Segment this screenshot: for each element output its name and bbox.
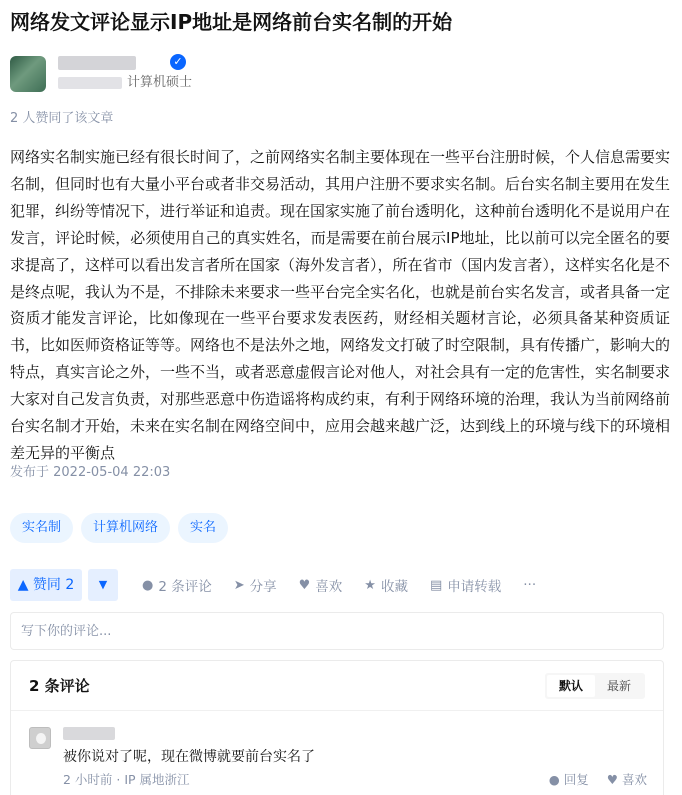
article-body [10,144,670,467]
share-button[interactable] [234,575,277,595]
comment-bubble-icon: ● [142,577,154,593]
reply-button[interactable] [549,771,589,789]
reply-bubble-icon: ● [548,772,560,787]
comment-item [11,721,663,795]
repost-button[interactable] [430,575,501,595]
article-paragraph: 网络实名制实施已经有很长时间了，之前网络实名制主要体现在一些平台注册时候，个人信息需要实名制，但同时也有大量小平台或者非交易活动，其用户注册不要求实名制。后台实名制主要用在发生犯罪，纠纷等情况下，进行举证和追责。现在国家实施了前台透明化，这种前台透明化不是说用户在发言，评论时候，必须使用自己的真实姓名，而是需要在前台展示IP地址，比以前可以完全匿名的要求提高了，这样可以看出发言者所在国家（海外发言者），所在省市（国内发言者），这样实名化是不是终点呢，我认为不是，不排除未来要求一些平台完全实名化，也就是前台实名发言，或者具备一定资质才能发言评论，比如像现在一些平台要求发表医药，财经相关题材言论，必须具备某种资质证书，比如医师资格证等等。网络也不是法外之地，网络发文打破了时空限制，具有传播广，影响大的特点，真实言论之外，一些不当，或者恶意虚假言论对他人，对社会具有一定的危害性，实名制要求大家对自己发言负责，对那些恶意中伤造谣将构成约束，有利于网络环境的治理，我认为当前网络前台实名制才开始，未来在实名制在网络空间中，应用会越来越广泛，达到线上的环境与线下的环境相差无异的平衡点 [10,148,671,462]
downvote-button[interactable] [88,569,118,601]
comments-button[interactable] [142,575,212,595]
tag-item[interactable]: 计算机网络 [81,513,170,543]
sort-toggle [545,673,645,699]
star-icon: ★ [364,577,376,593]
comment-like-button[interactable] [607,771,647,789]
comments-header [11,661,663,711]
article-title: 网络发文评论显示IP地址是网络前台实名制的开始 [10,10,453,34]
more-button[interactable] [523,577,536,593]
comment-text: 被你说对了呢，现在微博就要前台实名了 [63,749,315,765]
comments-count: 2 条评论 [29,677,90,695]
likes-summary[interactable]: 2 人赞同了该文章 [10,111,114,126]
commenter-name-blurred[interactable] [63,727,115,740]
repost-label: 申请转载 [447,579,502,595]
author-info [10,54,410,94]
like-button[interactable] [299,575,343,595]
document-icon: ▤ [429,577,443,593]
publish-time: 发布于 2022-05-04 22:03 [10,465,171,480]
comment-meta: 2 小时前 · IP 属地浙江 [63,772,190,787]
tag-item[interactable]: 实名 [178,513,228,543]
heart-icon: ♥ [606,772,618,787]
more-dots-icon: ··· [523,577,537,593]
avatar-figure [36,733,46,744]
topic-tags [10,513,228,543]
sort-default-button[interactable]: 默认 [547,675,595,697]
author-name-blurred[interactable] [58,56,136,70]
comment-input-box[interactable] [10,612,664,650]
comment-input[interactable] [11,613,663,649]
upvote-label: 赞同 2 [32,577,75,593]
comment-actions [549,771,647,789]
share-label: 分享 [249,579,277,595]
author-badge-blurred [58,77,122,89]
share-plane-icon: ➤ [233,577,245,593]
verified-badge-icon: ✓ [170,54,186,70]
collect-button[interactable] [364,575,408,595]
collect-label: 收藏 [380,579,408,595]
downvote-icon: ▼ [98,578,108,591]
comments-label: 2 条评论 [158,579,212,595]
like-label: 喜欢 [315,579,343,595]
comment-like-label: 喜欢 [621,772,647,787]
author-avatar[interactable] [10,56,46,92]
upvote-icon: ▲ [17,577,33,593]
sort-newest-button[interactable]: 最新 [606,679,631,693]
upvote-button[interactable] [10,569,82,601]
heart-icon: ♥ [298,577,311,593]
comments-panel [10,660,664,795]
reply-label: 回复 [563,772,589,787]
action-bar [10,568,670,602]
tag-item[interactable]: 实名制 [10,513,73,543]
author-bio: 计算机硕士 [127,75,193,90]
commenter-avatar[interactable] [29,727,51,749]
